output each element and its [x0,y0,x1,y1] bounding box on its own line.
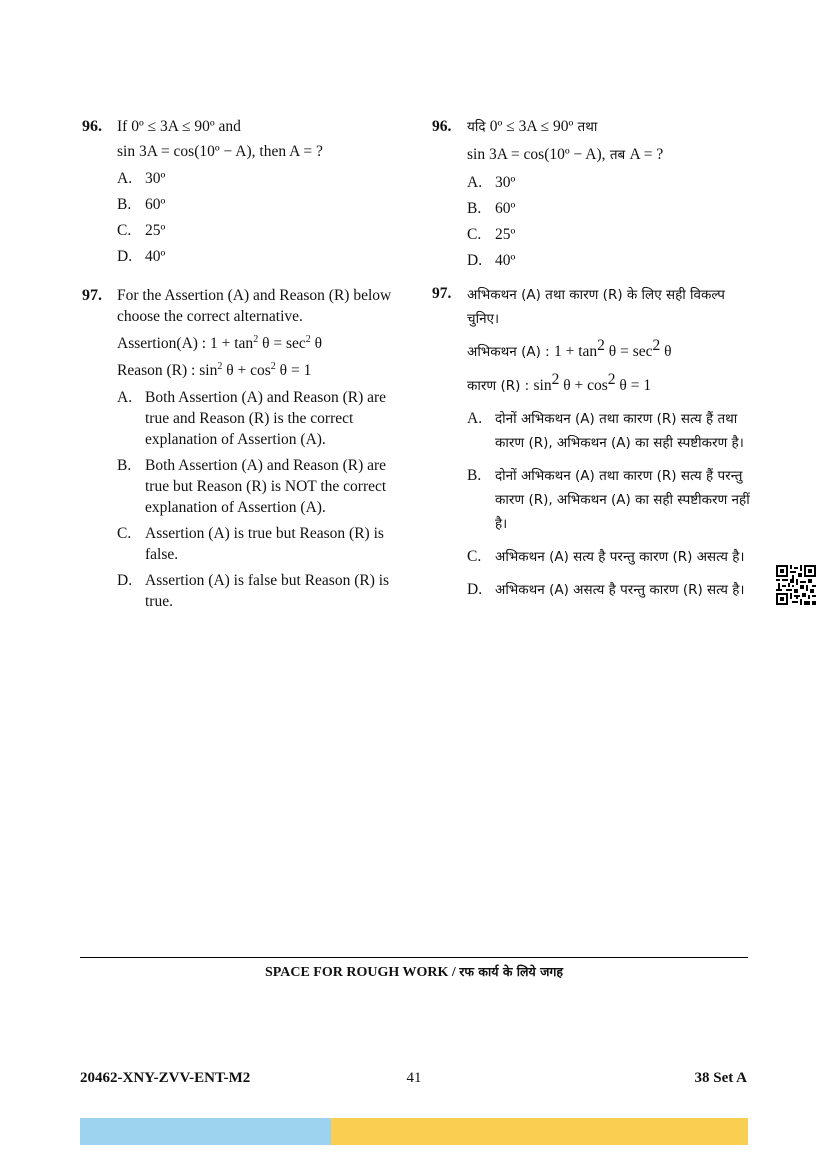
option-text: दोनों अभिकथन (A) तथा कारण (R) सत्य हैं परन्तु कारण (R), अभिकथन (A) का सही स्पष्टीकरण नहीं है। [495,468,750,532]
option-d[interactable] [467,578,752,602]
question-line-1: If 0º ≤ 3A ≤ 90º and [117,118,241,135]
option-text: 25º [145,222,166,239]
option-text: अभिकथन (A) असत्य है परन्तु कारण (R) सत्य है। [495,582,745,598]
option-a[interactable] [117,387,400,450]
option-text: Assertion (A) is false but Reason (R) is true. [145,572,390,610]
question-line-2: sin 3A = cos(10º − A), then A = ? [117,143,323,160]
reason-line: Reason (R) : $\sin^2 \theta + \cos^2 \theta = 1$ [117,361,312,379]
page-number: 41 [406,1070,422,1086]
option-a[interactable] [467,172,752,193]
option-label: C. [117,222,132,239]
option-text: अभिकथन (A) सत्य है परन्तु कारण (R) असत्य है। [495,549,745,565]
question-number: 96. [82,118,102,135]
question-number: 97. [82,287,102,304]
option-d[interactable] [117,246,400,267]
options-list [117,168,400,267]
option-text: 30º [495,174,516,191]
option-text: 40º [145,248,166,265]
option-b[interactable] [467,464,752,536]
option-d[interactable] [117,570,400,612]
question-intro: अभिकथन (A) तथा कारण (R) के लिए सही विकल्प चुनिए। [467,287,725,327]
option-text: Assertion (A) is true but Reason (R) is false. [145,525,384,563]
divider [80,957,748,958]
option-text: 30º [145,170,166,187]
footer-bar-left [80,1118,331,1145]
option-label: D. [117,572,133,589]
option-a[interactable] [467,407,752,455]
paper-code: 20462-XNY-ZVV-ENT-M2 [80,1070,251,1086]
option-label: A. [467,410,483,427]
options-list [467,407,752,602]
question-number: 97. [432,285,452,302]
rough-work-label: SPACE FOR ROUGH WORK / रफ कार्य के लिये जगह [264,964,564,980]
options-list [467,172,752,271]
footer-bar-right [331,1118,748,1145]
option-d[interactable] [467,250,752,271]
assertion-line: अभिकथन (A) : $1 + \tan^2 \theta = \sec^2 \theta$ [467,337,672,360]
option-text: Both Assertion (A) and Reason (R) are true but Reason (R) is NOT the correct explanation of Assertion (A). [145,457,387,516]
option-label: B. [467,200,482,217]
option-label: A. [117,170,133,187]
option-text: 40º [495,252,516,269]
option-text: 25º [495,226,516,243]
option-label: D. [467,581,483,598]
option-text: दोनों अभिकथन (A) तथा कारण (R) सत्य हैं तथा कारण (R), अभिकथन (A) का सही स्पष्टीकरण है। [495,411,744,451]
option-text: 60º [145,196,166,213]
option-label: B. [117,196,132,213]
question-line-1: यदि 0º ≤ 3A ≤ 90º तथा [467,118,598,135]
option-c[interactable] [467,224,752,245]
question-97-hi [432,283,752,602]
option-c[interactable] [117,523,400,565]
option-b[interactable] [467,198,752,219]
qr-code-icon [776,565,816,605]
reason-line: कारण (R) : $\sin^2 \theta + \cos^2 \theta = 1$ [467,371,652,394]
option-text: 60º [495,200,516,217]
option-label: D. [467,252,483,269]
question-97-en [82,285,400,612]
question-96-en [82,116,400,267]
english-column [82,116,400,617]
option-label: D. [117,248,133,265]
option-label: B. [117,457,132,474]
question-line-2: sin 3A = cos(10º − A), तब A = ? [467,146,664,163]
option-label: C. [117,525,132,542]
assertion-line: Assertion(A) : $1 + \tan^2 \theta = \sec^2 \theta$ [117,334,323,352]
option-text: Both Assertion (A) and Reason (R) are true and Reason (R) is the correct explanation of Assertion (A). [145,389,387,448]
option-c[interactable] [117,220,400,241]
set-label: 38 Set A [694,1070,747,1086]
option-label: A. [467,174,483,191]
option-label: C. [467,548,482,565]
question-intro: For the Assertion (A) and Reason (R) below choose the correct alternative. [117,287,392,325]
option-label: A. [117,389,133,406]
option-label: B. [467,467,482,484]
option-b[interactable] [117,194,400,215]
question-96-hi [432,116,752,271]
option-a[interactable] [117,168,400,189]
option-c[interactable] [467,545,752,569]
option-b[interactable] [117,455,400,518]
option-label: C. [467,226,482,243]
hindi-column [432,116,752,611]
question-number: 96. [432,118,452,135]
options-list [117,387,400,612]
